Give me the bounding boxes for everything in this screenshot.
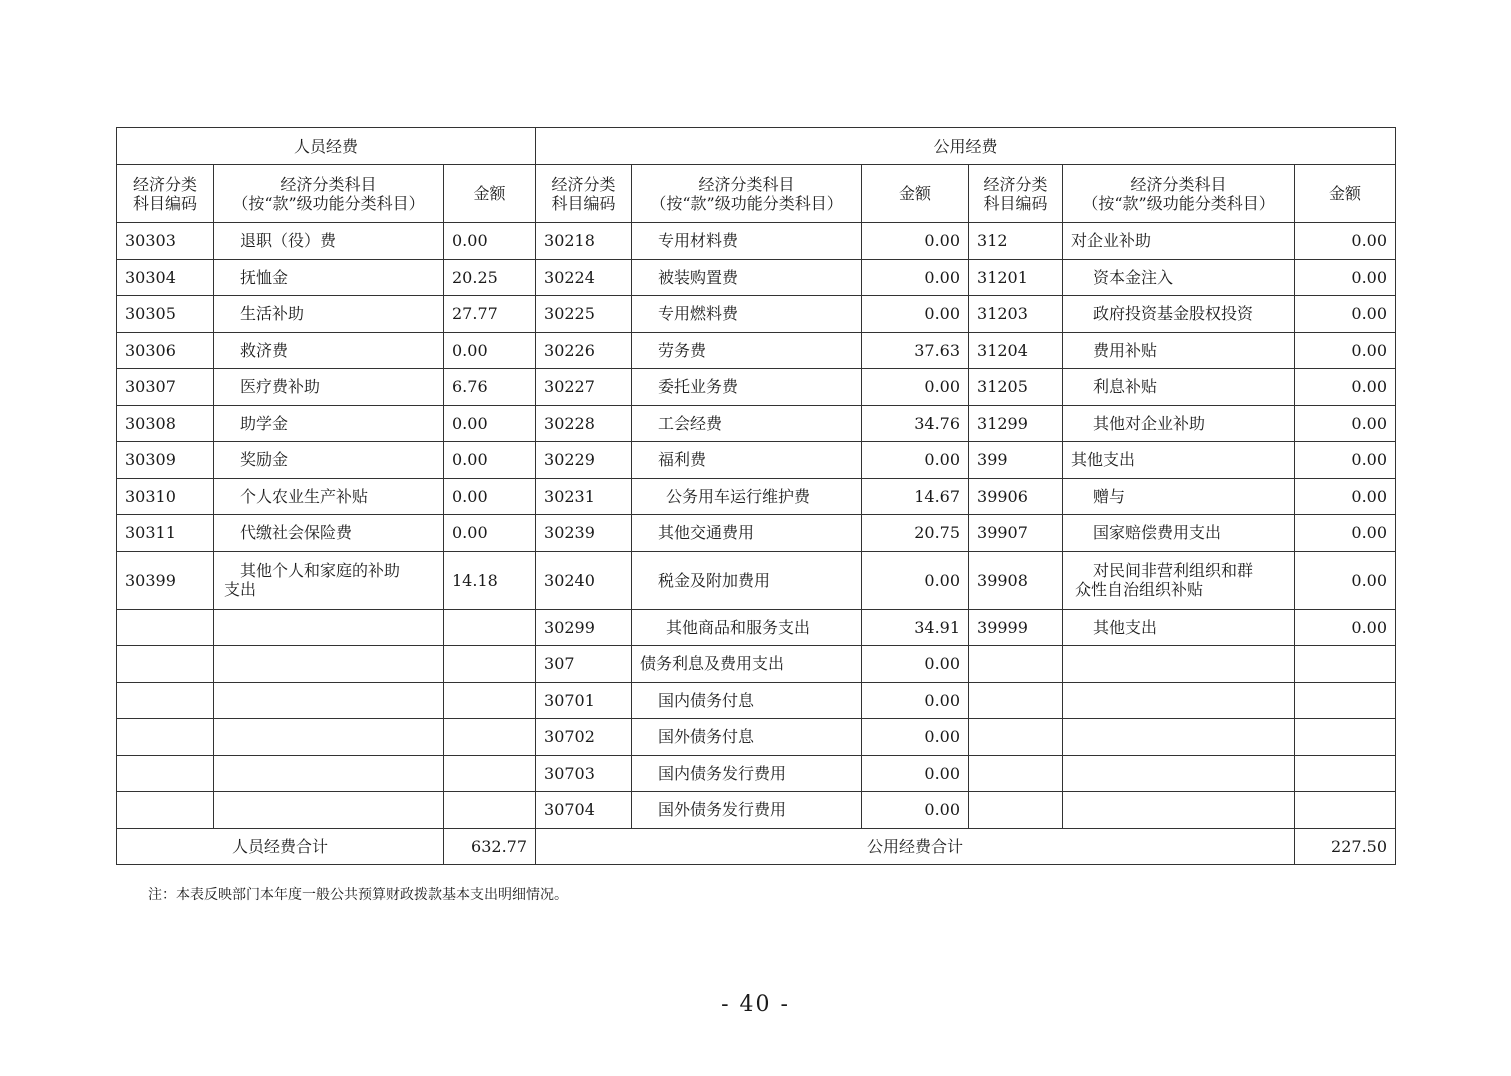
cell-code: 30240	[536, 551, 632, 609]
table-row	[117, 442, 1396, 479]
col-code-header: 经济分类 科目编码	[536, 165, 632, 223]
cell-code: 30299	[536, 609, 632, 646]
cell-code: 30239	[536, 515, 632, 552]
table-row	[117, 515, 1396, 552]
cell-amount: 0.00	[1295, 442, 1396, 479]
cell-code: 31204	[969, 332, 1063, 369]
personnel-total-value: 632.77	[444, 828, 536, 865]
cell-item: 委托业务费	[632, 369, 862, 406]
table-row	[117, 332, 1396, 369]
cell-item: 对企业补助	[1063, 223, 1295, 260]
cell-item: 对民间非营利组织和群 众性自治组织补贴	[1063, 551, 1295, 609]
cell-code: 30307	[117, 369, 214, 406]
cell-amount: 0.00	[1295, 478, 1396, 515]
cell-code: 30305	[117, 296, 214, 333]
cell-item: 政府投资基金股权投资	[1063, 296, 1295, 333]
cell-code: 30228	[536, 405, 632, 442]
cell-code: 312	[969, 223, 1063, 260]
cell-item: 被装购置费	[632, 259, 862, 296]
cell-item: 奖励金	[214, 442, 444, 479]
cell-item: 专用材料费	[632, 223, 862, 260]
cell-item: 代缴社会保险费	[214, 515, 444, 552]
cell-amount: 0.00	[1295, 369, 1396, 406]
cell-amount: 0.00	[444, 478, 536, 515]
table-row	[117, 259, 1396, 296]
cell-item: 国内债务发行费用	[632, 755, 862, 792]
cell-item: 国内债务付息	[632, 682, 862, 719]
col-code-header: 经济分类 科目编码	[117, 165, 214, 223]
expenditure-detail-table	[116, 127, 1396, 865]
cell-amount: 37.63	[862, 332, 969, 369]
page-number: - 40 -	[721, 992, 790, 1017]
cell-amount: 0.00	[444, 405, 536, 442]
cell-code: 30703	[536, 755, 632, 792]
cell-amount: 0.00	[862, 719, 969, 756]
cell-amount: 20.25	[444, 259, 536, 296]
cell-amount: 0.00	[862, 259, 969, 296]
cell-amount: 0.00	[1295, 609, 1396, 646]
cell-code: 30310	[117, 478, 214, 515]
cell-code: 31201	[969, 259, 1063, 296]
cell-item: 救济费	[214, 332, 444, 369]
cell-code: 30399	[117, 551, 214, 609]
cell-code: 30224	[536, 259, 632, 296]
cell-item: 个人农业生产补贴	[214, 478, 444, 515]
cell-code: 39906	[969, 478, 1063, 515]
cell-item: 福利费	[632, 442, 862, 479]
cell-code: 31205	[969, 369, 1063, 406]
cell-amount: 0.00	[862, 646, 969, 683]
cell-code: 30701	[536, 682, 632, 719]
cell-item: 利息补贴	[1063, 369, 1295, 406]
col-amount-header: 金额	[444, 165, 536, 223]
table-row	[117, 478, 1396, 515]
header-row-groups	[117, 128, 1396, 165]
cell-item: 其他商品和服务支出	[632, 609, 862, 646]
cell-code: 31203	[969, 296, 1063, 333]
cell-item: 医疗费补助	[214, 369, 444, 406]
cell-amount: 0.00	[1295, 405, 1396, 442]
public-total-label: 公用经费合计	[536, 828, 1295, 865]
table-row	[117, 755, 1396, 792]
table-row	[117, 682, 1396, 719]
public-header: 公用经费	[536, 128, 1396, 165]
cell-item: 国外债务发行费用	[632, 792, 862, 829]
cell-item: 费用补贴	[1063, 332, 1295, 369]
cell-code: 30308	[117, 405, 214, 442]
cell-amount: 0.00	[1295, 332, 1396, 369]
cell-amount: 34.91	[862, 609, 969, 646]
cell-code: 30702	[536, 719, 632, 756]
cell-item: 其他支出	[1063, 609, 1295, 646]
cell-code: 30304	[117, 259, 214, 296]
table-row	[117, 551, 1396, 609]
cell-code: 39908	[969, 551, 1063, 609]
cell-code: 30227	[536, 369, 632, 406]
cell-code: 30704	[536, 792, 632, 829]
header-row-columns	[117, 165, 1396, 223]
cell-item: 债务利息及费用支出	[632, 646, 862, 683]
cell-code: 30226	[536, 332, 632, 369]
cell-amount: 0.00	[1295, 259, 1396, 296]
col-amount-header: 金额	[1295, 165, 1396, 223]
cell-amount: 0.00	[1295, 223, 1396, 260]
cell-code: 307	[536, 646, 632, 683]
cell-amount: 34.76	[862, 405, 969, 442]
cell-code: 39999	[969, 609, 1063, 646]
cell-item: 劳务费	[632, 332, 862, 369]
cell-item: 退职（役）费	[214, 223, 444, 260]
cell-item: 其他交通费用	[632, 515, 862, 552]
cell-code: 39907	[969, 515, 1063, 552]
cell-item: 公务用车运行维护费	[632, 478, 862, 515]
cell-code: 30218	[536, 223, 632, 260]
cell-code: 30306	[117, 332, 214, 369]
cell-amount: 14.67	[862, 478, 969, 515]
table-row	[117, 223, 1396, 260]
cell-amount: 14.18	[444, 551, 536, 609]
cell-code: 399	[969, 442, 1063, 479]
table-row	[117, 646, 1396, 683]
personnel-total-label: 人员经费合计	[117, 828, 444, 865]
cell-code: 30311	[117, 515, 214, 552]
cell-item: 生活补助	[214, 296, 444, 333]
cell-code: 30229	[536, 442, 632, 479]
cell-amount: 0.00	[1295, 515, 1396, 552]
table-row	[117, 609, 1396, 646]
table-row	[117, 719, 1396, 756]
cell-item: 赠与	[1063, 478, 1295, 515]
cell-item: 专用燃料费	[632, 296, 862, 333]
cell-code: 30225	[536, 296, 632, 333]
cell-amount: 0.00	[444, 332, 536, 369]
col-item-header: 经济分类科目 （按“款”级功能分类科目）	[1063, 165, 1295, 223]
cell-item: 国家赔偿费用支出	[1063, 515, 1295, 552]
col-code-header: 经济分类 科目编码	[969, 165, 1063, 223]
col-amount-header: 金额	[862, 165, 969, 223]
table-footnote: 注：本表反映部门本年度一般公共预算财政拨款基本支出明细情况。	[148, 887, 568, 903]
cell-code: 30309	[117, 442, 214, 479]
table-row	[117, 369, 1396, 406]
cell-amount: 0.00	[444, 515, 536, 552]
table-row	[117, 792, 1396, 829]
cell-amount: 0.00	[862, 223, 969, 260]
personnel-header: 人员经费	[117, 128, 536, 165]
cell-amount: 0.00	[862, 551, 969, 609]
cell-amount: 0.00	[862, 682, 969, 719]
table-row	[117, 296, 1396, 333]
cell-item: 其他个人和家庭的补助 支出	[214, 551, 444, 609]
cell-item: 工会经费	[632, 405, 862, 442]
cell-item: 资本金注入	[1063, 259, 1295, 296]
cell-code: 30303	[117, 223, 214, 260]
cell-item: 抚恤金	[214, 259, 444, 296]
public-total-value: 227.50	[1295, 828, 1396, 865]
cell-amount: 0.00	[1295, 551, 1396, 609]
cell-item: 国外债务付息	[632, 719, 862, 756]
cell-item: 助学金	[214, 405, 444, 442]
totals-row	[117, 828, 1396, 865]
cell-code: 31299	[969, 405, 1063, 442]
cell-amount: 6.76	[444, 369, 536, 406]
cell-amount: 0.00	[444, 223, 536, 260]
cell-amount: 20.75	[862, 515, 969, 552]
cell-amount: 0.00	[862, 369, 969, 406]
cell-amount: 0.00	[862, 296, 969, 333]
table-row	[117, 405, 1396, 442]
cell-amount: 0.00	[862, 442, 969, 479]
cell-amount: 0.00	[1295, 296, 1396, 333]
cell-amount: 0.00	[444, 442, 536, 479]
cell-amount: 0.00	[862, 792, 969, 829]
cell-item: 其他支出	[1063, 442, 1295, 479]
cell-item: 其他对企业补助	[1063, 405, 1295, 442]
cell-amount: 0.00	[862, 755, 969, 792]
col-item-header: 经济分类科目 （按“款”级功能分类科目）	[214, 165, 444, 223]
cell-code: 30231	[536, 478, 632, 515]
cell-amount: 27.77	[444, 296, 536, 333]
cell-item: 税金及附加费用	[632, 551, 862, 609]
col-item-header: 经济分类科目 （按“款”级功能分类科目）	[632, 165, 862, 223]
